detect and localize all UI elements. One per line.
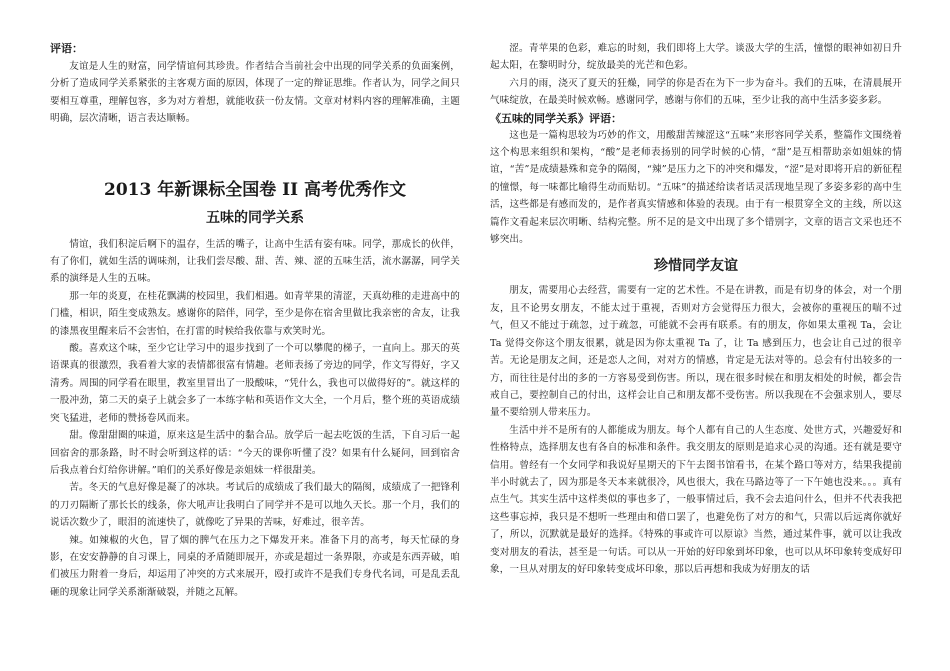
article-paragraph: 甜。像甜甜圈的味道，原来这是生活中的黏合品。放学后一起去吃饭的生活，下自习后一起回宿舍的那条路，时不时会听到这样的话：“今天的课你听懂了没？如果有什么疑问，回到宿舍后我点着台灯给你讲解。”咱们的关系好像是亲姐妹一样很甜美。: [50, 430, 460, 476]
article-paragraph: 朋友，需要用心去经营，需要有一定的艺术性。不是在讲教，而是有切身的体会，对一个朋友，且不论男女朋友，不能太过于重视，否则对方会觉得压力很大，会被你的重视压的喘不过气，但又不能过于疏忽，过于疏忽，可能就不会再有联系。有的朋友，你如果太重视 Ta，会让 Ta 觉得交你这个朋友很累，就是因为你太重视 Ta 了，让 Ta 感到压力，也会让自己过的很辛苦。无论是朋友之间，还是恋人之间，对对方的情感，肯定是无法对等的。总会有付出较多的一方，而往往是付出的多的一方容易受到伤害。所以，现在很多时候在和朋友相处的时候，都会告戒自己，要控制自己的付出，这样会让自己和朋友都不受伤害。所以我现在不会强求别人，要尽量不要给别人带来压力。: [490, 285, 902, 419]
comment-text: 友谊是人生的财富，同学情谊何其珍贵。作者结合当前社会中出现的同学关系的负面案例，分析了造成同学关系紧张的主客观方面的原因，体现了一定的辩证思维。作者认为，同学之间只要相互尊重，理解包容，多为对方着想，就能收获一份友情。文章对材料内容的理解准确，主题明确，层次清晰，语言表达顺畅。: [50, 61, 460, 125]
left-column: [50, 40, 460, 601]
article-paragraph: 那一年的炎夏，在桂花飘满的校园里，我们相遇。如青苹果的清涩，天真幼稚的走进高中的门槛，相识，陌生变成熟友。感谢你的陪伴，同学，至少是你在宿舍里做比我亲密的舍友，让我的漆黑夜里醒来后不会害怕，在打雷的时候给我依靠与欢笑时光。: [50, 290, 460, 337]
comment-label: 评语：: [50, 42, 83, 55]
article-title: 珍惜同学友谊: [654, 258, 738, 275]
article-paragraph: 六月的雨，浇灭了夏天的狂燥，同学的你是否在为下一步为奋斗。我们的五味，在清晨展开气味绽放，在最美时候欢畅。感谢同学，感谢与你们的五味，至少让我的高中生活多姿多彩。: [490, 77, 902, 107]
article-paragraph: 生活中并不是所有的人都能成为朋友。每个人都有自己的人生态度、处世方式，兴趣爱好和性格特点，选择朋友也有各自的标准和条件。我交朋友的原则是追求心灵的沟通。还有就是要守信用。曾经有一个女同学和我说好星期天的下午去图书馆看书，在某个路口等对方，结果我提前半小时就去了，因为那是冬天本来就很冷，风也很大，我在马路边等了一下午她也没来。。。真有点生气。其实生活中这样类似的事也多了，一般事情过后，我不会去追问什么，但并不代表我把这些事忘掉，我只是不想听一些理由和借口罢了，也避免伤了对方的和气，只需以后远离你就好了，所以，沉默就是最好的选择。《特殊的事或许可以原谅》当然，通过某件事，就可以让我改变对朋友的看法，甚至是一句话。可以从一开始的好印象到坏印象，也可以从坏印象转变成好印象，一旦从对朋友的好印象转变成坏印象，那以后再想和我成为好朋友的话: [490, 424, 902, 575]
article-paragraph: 辣。如辣椒的火色，冒了烟的脾气在压力之下爆发开来。准备下月的高考，每天忙碌的身影，在安安静静的自习课上，同桌的矛盾随即展开，亦或是超过一条界限，亦或是东西弄破，咱们被压力附着一身后，却运用了冲突的方式来展开，殴打或许不是我们专身代名词，可是乱丢乱砸的现象让同学关系渐渐破裂，并随之瓦解。: [50, 534, 460, 598]
article-paragraph: 酸。喜欢这个味，至少它让学习中的退步找到了一个可以攀爬的梯子，一直向上。那天的英语课真的很激烈，我看着大家的表情都很富有情趣。老师表扬了旁边的同学，作文写得好，字又清秀。周围的同学看在眼里，教室里冒出了一股酸味，“凭什么，我也可以做得好的”。就这样的一股冲劲，第二天的桌子上就会多了一本练字帖和英语作文大全，一个月后，整个班的英语成绩突飞猛进，老师的赞扬卷风而来。: [50, 343, 460, 424]
article-paragraph: 情谊，我们积淀后啊下的温存，生活的嘴子，让高中生活有姿有味。同学，那成长的伙伴，有了你们，就如生活的调味剂，让我们尝尽酸、甜、苦、辣、涩的五味生活，流水潺潺，同学关系的演绎是人生的五味。: [50, 238, 460, 285]
article-paragraph: 苦。冬天的气息好像是凝了的冰块。考试后的成绩成了我们最大的隔阂，成绩成了一把锋利的刀刃隔断了那长长的线条，你大吼声让我明白了同学并不是可以地久天长。那一个月，我们的说话次数少了，眼泪的流速快了，就像吃了异果的苦味，好难过，很辛苦。: [50, 482, 460, 529]
article-title: 五味的同学关系: [206, 209, 304, 226]
comment-text: 这也是一篇构思较为巧妙的作文，用酸甜苦辣涩这“五味”来形容同学关系，整篇作文围绕着这个构思来组织和架构，“酸”是老师表扬别的同学时候的心情，“甜”是互相帮助亲如姐妹的情谊，“苦”是成绩悬殊和竞争的隔阂，“辣”是压力之下的冲突和爆发，“涩”是对即将开启的新征程的憧憬，每一味都比喻得生动而贴切。“五味”的描述给读者话灵活现地呈现了多姿多彩的高中生活，这些都是有感而发的，是作者真实情感和体验的表现。由于有一根贯穿全文的主线，所以这篇作文看起来层次明晰、结构完整。所不足的是文中出现了多个错别字，文章的语言文采也还不够突出。: [490, 129, 902, 246]
comment-title: 《五味的同学关系》评语：: [490, 111, 622, 125]
right-column: [490, 40, 902, 578]
article-paragraph: 涩。青苹果的色彩，难忘的时刻，我们即将上大学。谈汲大学的生活，憧憬的眼神如初日升起太阳，在黎明时分，绽放最美的光芒和色彩。: [490, 43, 902, 72]
collection-title: 2013 年新课标全国卷 II 高考优秀作文: [104, 179, 406, 200]
